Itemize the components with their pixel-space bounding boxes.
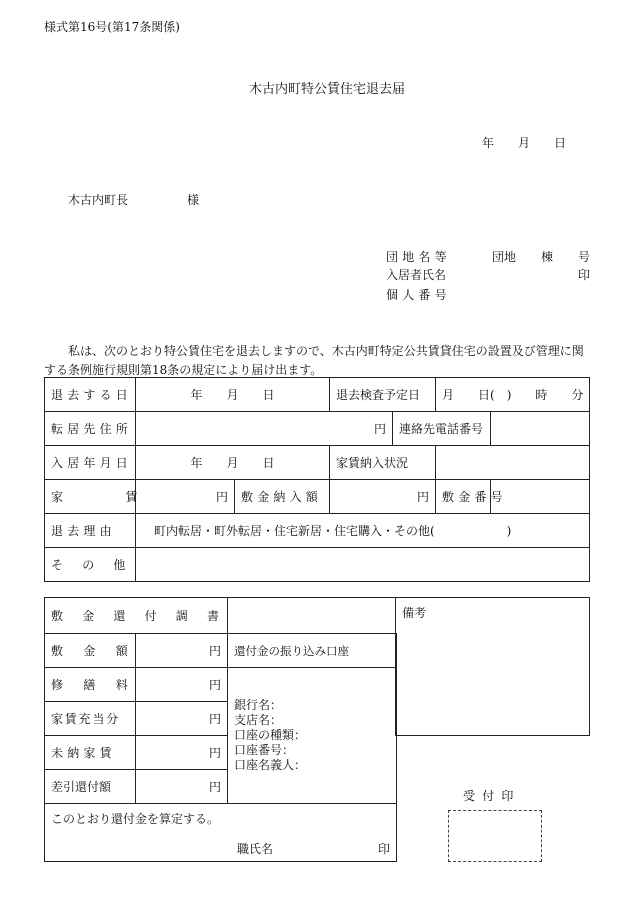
rent-status-field[interactable]	[436, 446, 590, 480]
date-year-label: 年	[482, 136, 495, 150]
form-number: 様式第16号(第17条関係)	[44, 20, 180, 34]
deposit-paid-label: 敷金納入額	[235, 480, 330, 514]
other-field[interactable]	[136, 548, 590, 582]
intro-paragraph: 私は、次のとおり特公賃住宅を退去しますので、木古内町特定公共賃貸住宅の設置及び管理に関する条例施行規則第18条の規定により届け出ます。	[44, 344, 584, 377]
date-month-label: 月	[518, 136, 531, 150]
resident-seal: 印	[578, 268, 591, 282]
go-unit: 号	[578, 250, 591, 264]
mune-unit: 棟	[541, 250, 554, 264]
calculation-cell	[45, 804, 397, 862]
receipt-stamp-label: 受付印	[463, 789, 521, 803]
date-day-label: 日	[554, 136, 567, 150]
deposit-refund-table	[44, 597, 397, 862]
reason-label: 退去理由	[45, 514, 136, 548]
rent-field[interactable]: 円	[136, 480, 235, 514]
move-in-date-field[interactable]: 年 月 日	[136, 446, 330, 480]
unpaid-rent-label: 未納家賃	[45, 736, 136, 770]
other-label: その他	[45, 548, 136, 582]
danchi-label: 団地名等	[386, 250, 451, 264]
phone-label: 連絡先電話番号	[393, 412, 491, 446]
inspection-date-label: 退去検査予定日	[330, 378, 436, 412]
bank-account-info[interactable]	[228, 668, 397, 804]
account-type-label: 口座の種類：	[234, 728, 307, 742]
move-in-date-label: 入居年月日	[45, 446, 136, 480]
official-seal: 印	[378, 842, 391, 856]
unpaid-rent-field[interactable]: 円	[136, 736, 228, 770]
refund-amount-field[interactable]: 円	[136, 770, 228, 804]
new-address-field[interactable]: 円	[136, 412, 393, 446]
danchi-unit: 団地	[492, 250, 517, 264]
rent-status-label: 家賃納入状況	[330, 446, 436, 480]
resident-name-label: 入居者氏名	[386, 268, 447, 282]
receipt-stamp-box	[448, 810, 542, 862]
bank-name-label: 銀行名：	[234, 698, 283, 712]
move-out-date-field[interactable]: 年 月 日	[136, 378, 330, 412]
deposit-amount-field[interactable]: 円	[136, 634, 228, 668]
rent-applied-field[interactable]: 円	[136, 702, 228, 736]
remarks-box[interactable]	[395, 597, 590, 736]
refund-account-label: 還付金の振り込み口座	[228, 634, 397, 668]
branch-name-label: 支店名：	[234, 713, 283, 727]
repair-fee-field[interactable]: 円	[136, 668, 228, 702]
reason-field[interactable]: 町内転居・町外転居・住宅新居・住宅購入・その他( )	[136, 514, 590, 548]
account-holder-label: 口座名義人：	[234, 758, 307, 772]
move-out-table	[44, 377, 590, 582]
my-number-label: 個人番号	[386, 288, 451, 302]
phone-field[interactable]	[491, 412, 590, 446]
refund-table-title: 敷金還付調書	[45, 598, 228, 634]
rent-applied-label: 家賃充当分	[45, 702, 136, 736]
addressee-honorific: 様	[187, 193, 200, 207]
new-address-label: 転居先住所	[45, 412, 136, 446]
deposit-paid-field[interactable]: 円	[330, 480, 436, 514]
deposit-amount-label: 敷金額	[45, 634, 136, 668]
addressee: 木古内町長	[68, 193, 129, 207]
account-number-label: 口座番号：	[234, 743, 295, 757]
repair-fee-label: 修繕料	[45, 668, 136, 702]
official-name-label: 職氏名	[237, 842, 274, 856]
deposit-number-label: 敷金番号	[436, 480, 491, 514]
calculation-note: このとおり還付金を算定する。	[51, 812, 220, 826]
rent-label: 家賃	[45, 480, 136, 514]
remarks-label: 備考	[402, 606, 427, 620]
inspection-date-field[interactable]: 月 日( ) 時 分	[436, 378, 590, 412]
form-title: 木古内町特公賃住宅退去届	[249, 82, 406, 97]
refund-amount-label: 差引還付額	[45, 770, 136, 804]
move-out-date-label: 退去する日	[45, 378, 136, 412]
